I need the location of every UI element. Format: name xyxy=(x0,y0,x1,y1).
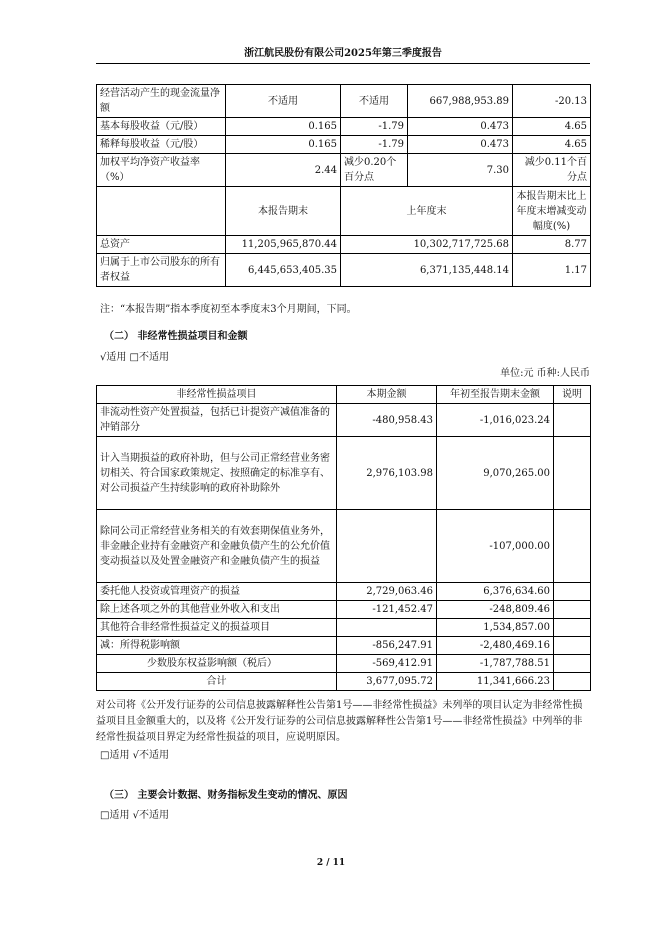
applicable-indicator: √适用 □不适用 xyxy=(100,352,169,363)
cell: -480,958.43 xyxy=(337,404,437,437)
cell: -2,480,469.16 xyxy=(437,637,554,655)
key-financial-table xyxy=(96,84,591,287)
table-row xyxy=(97,437,591,510)
cell xyxy=(337,510,437,583)
section-title-2: （二） 非经常性损益项目和金额 xyxy=(104,331,248,342)
cell: -20.13 xyxy=(513,85,591,118)
cell xyxy=(337,619,437,637)
table-subheader-row xyxy=(97,187,591,236)
page-header: 浙江航民股份有限公司2025年第三季度报告 xyxy=(96,44,590,64)
cell xyxy=(554,510,591,583)
table-row xyxy=(97,154,591,187)
cell: -569,412.91 xyxy=(337,655,437,673)
cell: 9,070,265.00 xyxy=(437,437,554,510)
column-header: 本期金额 xyxy=(337,386,437,404)
cell: -1,787,788.51 xyxy=(437,655,554,673)
row-label: 稀释每股收益（元/股） xyxy=(97,136,226,154)
cell: 4.65 xyxy=(513,136,591,154)
row-label: 非流动性资产处置损益，包括已计提资产减值准备的冲销部分 xyxy=(97,404,337,437)
table-row xyxy=(97,601,591,619)
cell: 1.17 xyxy=(513,254,591,287)
cell: 11,341,666.23 xyxy=(437,673,554,691)
row-label: 少数股东权益影响额（税后） xyxy=(97,655,337,673)
row-label: 委托他人投资或管理资产的损益 xyxy=(97,583,337,601)
cell: -107,000.00 xyxy=(437,510,554,583)
cell: 0.165 xyxy=(226,136,341,154)
row-label: 除上述各项之外的其他营业外收入和支出 xyxy=(97,601,337,619)
cell: 11,205,965,870.44 xyxy=(226,236,341,254)
explanation-paragraph: 对公司将《公开发行证券的公司信息披露解释性公告第1号——非经常性损益》未列举的项目认定为非经常性损益项目且金额重大的，以及将《公开发行证券的公司信息披露解释性公告第1号——非经常性损益》中列举的非经常性损益项目界定为经常性损益的项目，应说明原因。 xyxy=(96,700,583,743)
cell xyxy=(554,404,591,437)
cell: 0.165 xyxy=(226,118,341,136)
cell: 8.77 xyxy=(513,236,591,254)
cell: 6,376,634.60 xyxy=(437,583,554,601)
cell: 1,534,857.00 xyxy=(437,619,554,637)
cell: 不适用 xyxy=(341,85,408,118)
cell xyxy=(554,673,591,691)
row-label: 经营活动产生的现金流量净额 xyxy=(97,85,226,118)
cell: 6,371,135,448.14 xyxy=(341,254,513,287)
cell: 减少0.20个百分点 xyxy=(341,154,408,187)
cell xyxy=(554,655,591,673)
cell: 2.44 xyxy=(226,154,341,187)
table-note: 注：“本报告期”指本季度初至本季度末3个月期间，下同。 xyxy=(100,304,357,315)
cell xyxy=(554,601,591,619)
non-recurring-table xyxy=(96,385,591,691)
row-label: 加权平均净资产收益率（%） xyxy=(97,154,226,187)
row-label: 合计 xyxy=(97,673,337,691)
cell: 3,677,095.72 xyxy=(337,673,437,691)
cell: -121,452.47 xyxy=(337,601,437,619)
column-header: 年初至报告期末金额 xyxy=(437,386,554,404)
table-row xyxy=(97,85,591,118)
cell: 667,988,953.89 xyxy=(408,85,513,118)
table-total-row xyxy=(97,673,591,691)
table-row xyxy=(97,637,591,655)
cell: 4.65 xyxy=(513,118,591,136)
cell: 2,976,103.98 xyxy=(337,437,437,510)
cell: 10,302,717,725.68 xyxy=(341,236,513,254)
applicable-indicator: □适用 √不适用 xyxy=(100,810,169,821)
cell: -856,247.91 xyxy=(337,637,437,655)
column-header: 本报告期末 xyxy=(226,187,341,236)
section-title-3: （三） 主要会计数据、财务指标发生变动的情况、原因 xyxy=(104,790,348,801)
cell: -248,809.46 xyxy=(437,601,554,619)
cell xyxy=(554,437,591,510)
table-row xyxy=(97,136,591,154)
row-label: 基本每股收益（元/股） xyxy=(97,118,226,136)
unit-label: 单位:元 币种:人民币 xyxy=(500,368,590,379)
table-row xyxy=(97,254,591,287)
cell: 不适用 xyxy=(226,85,341,118)
cell: 0.473 xyxy=(408,118,513,136)
table-header-row xyxy=(97,386,591,404)
table-row xyxy=(97,236,591,254)
row-label: 其他符合非经常性损益定义的损益项目 xyxy=(97,619,337,637)
cell: 7.30 xyxy=(408,154,513,187)
table-row xyxy=(97,619,591,637)
cell: 2,729,063.46 xyxy=(337,583,437,601)
row-label: 归属于上市公司股东的所有者权益 xyxy=(97,254,226,287)
cell: 6,445,653,405.35 xyxy=(226,254,341,287)
row-label: 计入当期损益的政府补助，但与公司正常经营业务密切相关、符合国家政策规定、按照确定的标准享有、对公司损益产生持续影响的政府补助除外 xyxy=(97,437,337,510)
table-row xyxy=(97,583,591,601)
applicable-indicator: □适用 √不适用 xyxy=(100,750,169,761)
row-label: 总资产 xyxy=(97,236,226,254)
column-header: 非经常性损益项目 xyxy=(97,386,337,404)
cell: -1.79 xyxy=(341,118,408,136)
row-label: 减：所得税影响额 xyxy=(97,637,337,655)
table-row xyxy=(97,510,591,583)
page-number: 2 / 11 xyxy=(316,858,346,868)
cell xyxy=(554,637,591,655)
cell: -1.79 xyxy=(341,136,408,154)
cell xyxy=(554,619,591,637)
row-label: 除同公司正常经营业务相关的有效套期保值业务外，非金融企业持有金融资产和金融负债产生的公允价值变动损益以及处置金融资产和金融负债产生的损益 xyxy=(97,510,337,583)
column-header: 上年度末 xyxy=(341,187,513,236)
cell: -1,016,023.24 xyxy=(437,404,554,437)
column-header: 说明 xyxy=(554,386,591,404)
cell: 0.473 xyxy=(408,136,513,154)
cell xyxy=(554,583,591,601)
cell: 减少0.11个百分点 xyxy=(513,154,591,187)
column-header: 本报告期末比上年度末增减变动幅度(%) xyxy=(513,187,591,236)
table-row xyxy=(97,404,591,437)
table-row xyxy=(97,118,591,136)
table-row xyxy=(97,655,591,673)
